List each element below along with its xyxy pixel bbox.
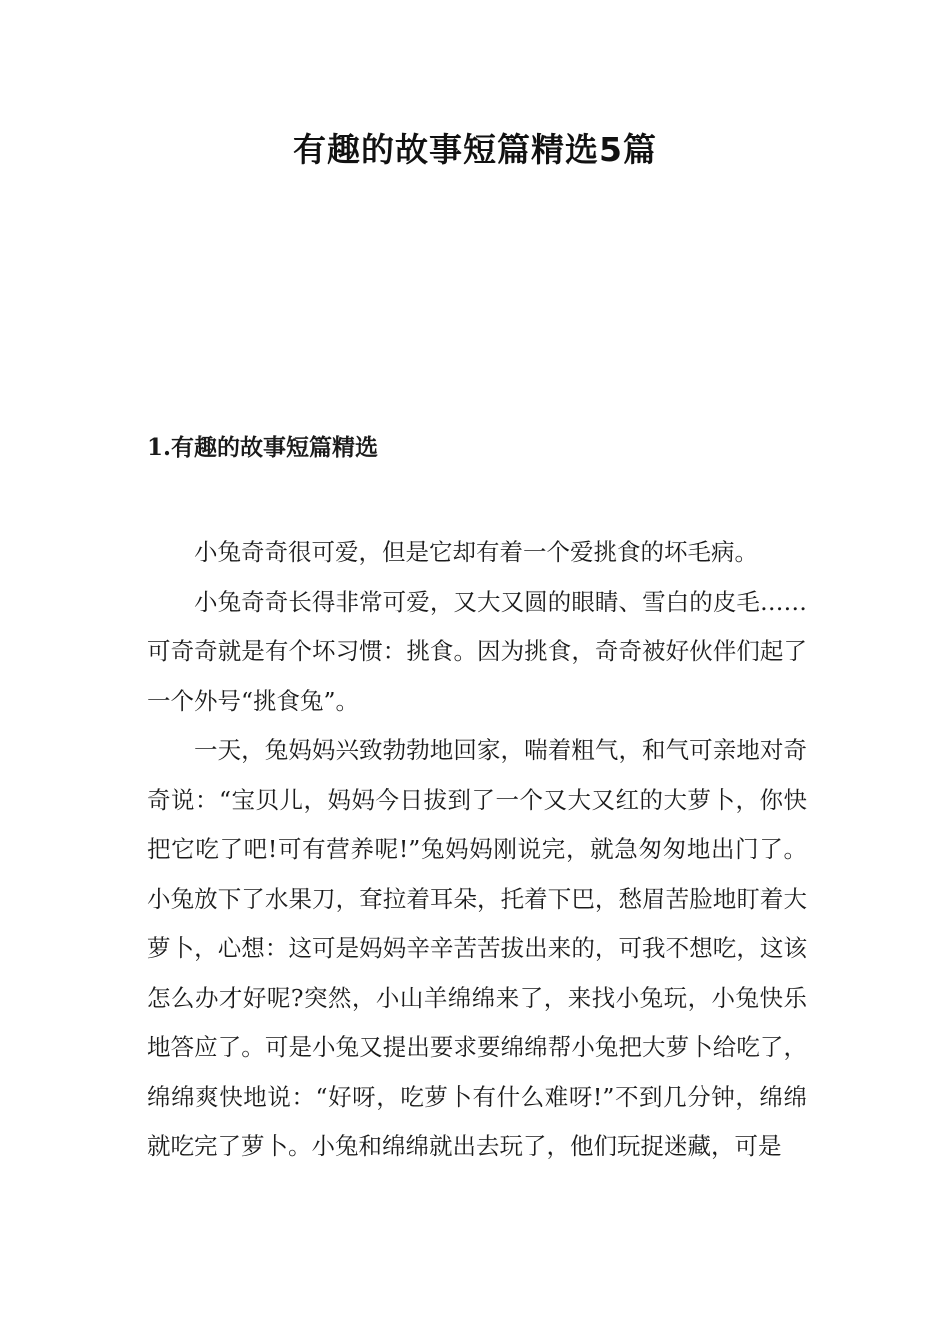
story-body xyxy=(147,528,807,1172)
section-heading: 1.有趣的故事短篇精选 xyxy=(147,434,379,461)
paragraph-3: 一天，兔妈妈兴致勃勃地回家，喘着粗气，和气可亲地对奇奇说：“宝贝儿，妈妈今日拔到了一个又大又红的大萝卜，你快把它吃了吧!可有营养呢!”兔妈妈刚说完，就急匆匆地出门了。小兔放下了水果刀，耷拉着耳朵，托着下巴，愁眉苦脸地盯着大萝卜，心想：这可是妈妈辛辛苦苦拔出来的，可我不想吃，这该怎么办才好呢?突然，小山羊绵绵来了，来找小兔玩，小兔快乐地答应了。可是小兔又提出要求要绵绵帮小兔把大萝卜给吃了，绵绵爽快地说：“好呀，吃萝卜有什么难呀!”不到几分钟，绵绵就吃完了萝卜。小兔和绵绵就出去玩了，他们玩捉迷藏，可是 xyxy=(147,736,807,1160)
paragraph-1: 小兔奇奇很可爱，但是它却有着一个爱挑食的坏毛病。 xyxy=(194,538,758,566)
document-title: 有趣的故事短篇精选5篇 xyxy=(293,130,657,169)
paragraph-2: 小兔奇奇长得非常可爱，又大又圆的眼睛、雪白的皮毛……可奇奇就是有个坏习惯：挑食。因为挑食，奇奇被好伙伴们起了一个外号“挑食兔”。 xyxy=(147,587,807,715)
